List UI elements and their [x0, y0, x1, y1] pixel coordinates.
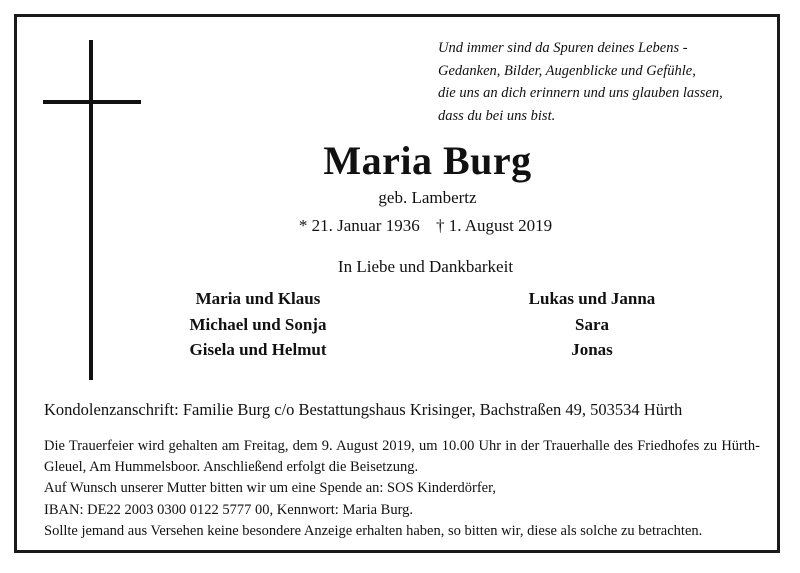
birth-name: geb. Lambertz	[378, 188, 477, 207]
ceremony-text: Die Trauerfeier wird gehalten am Freitag, dem 9. August 2019, um 10.00 Uhr in der Trauerhalle des Friedhofes zu Hürth-Gleuel, Am Hummelsboor. Anschließend erfolgt die Beisetzung.	[44, 438, 760, 476]
mourner-name: Gisela und Helmut	[189, 340, 327, 359]
mourner-name: Michael und Sonja	[189, 314, 327, 334]
mourners-right	[462, 286, 722, 363]
birth-date: * 21. Januar 1936	[298, 216, 420, 235]
death-date: † 1. August 2019	[435, 216, 553, 235]
poem-line: Und immer sind da Spuren deines Lebens -	[438, 40, 688, 56]
mourner-name: Lukas und Janna	[528, 289, 656, 308]
mourners-intro: In Liebe und Dankbarkeit	[337, 257, 514, 276]
mourner-name: Jonas	[571, 340, 613, 359]
poem-line: Gedanken, Bilder, Augenblicke und Gefühle,	[438, 62, 696, 79]
poem-line: die uns an dich erinnern und uns glauben lassen,	[438, 85, 723, 101]
deceased-name: Maria Burg	[323, 138, 532, 183]
mourner-name: Maria und Klaus	[195, 289, 321, 308]
cross-icon-bar	[43, 100, 141, 104]
life-dates	[0, 216, 800, 236]
ceremony-info	[44, 436, 760, 542]
poem-line: dass du bei uns bist.	[438, 107, 556, 124]
cross-icon	[89, 40, 93, 380]
mourners-left	[128, 286, 388, 363]
notice-text: Sollte jemand aus Versehen keine besondere Anzeige erhalten haben, so bitten wir, diese als solche zu betrachten.	[44, 522, 703, 539]
donation-text: Auf Wunsch unserer Mutter bitten wir um eine Spende an: SOS Kinderdörfer,	[44, 480, 496, 497]
poem	[438, 37, 778, 127]
condolence-address: Kondolenzanschrift: Familie Burg c/o Bestattungshaus Krisinger, Bachstraßen 49, 503534 Hürth	[44, 400, 683, 419]
iban-text: IBAN: DE22 2003 0300 0122 5777 00, Kennwort: Maria Burg.	[44, 501, 414, 518]
mourner-name: Sara	[575, 314, 609, 334]
